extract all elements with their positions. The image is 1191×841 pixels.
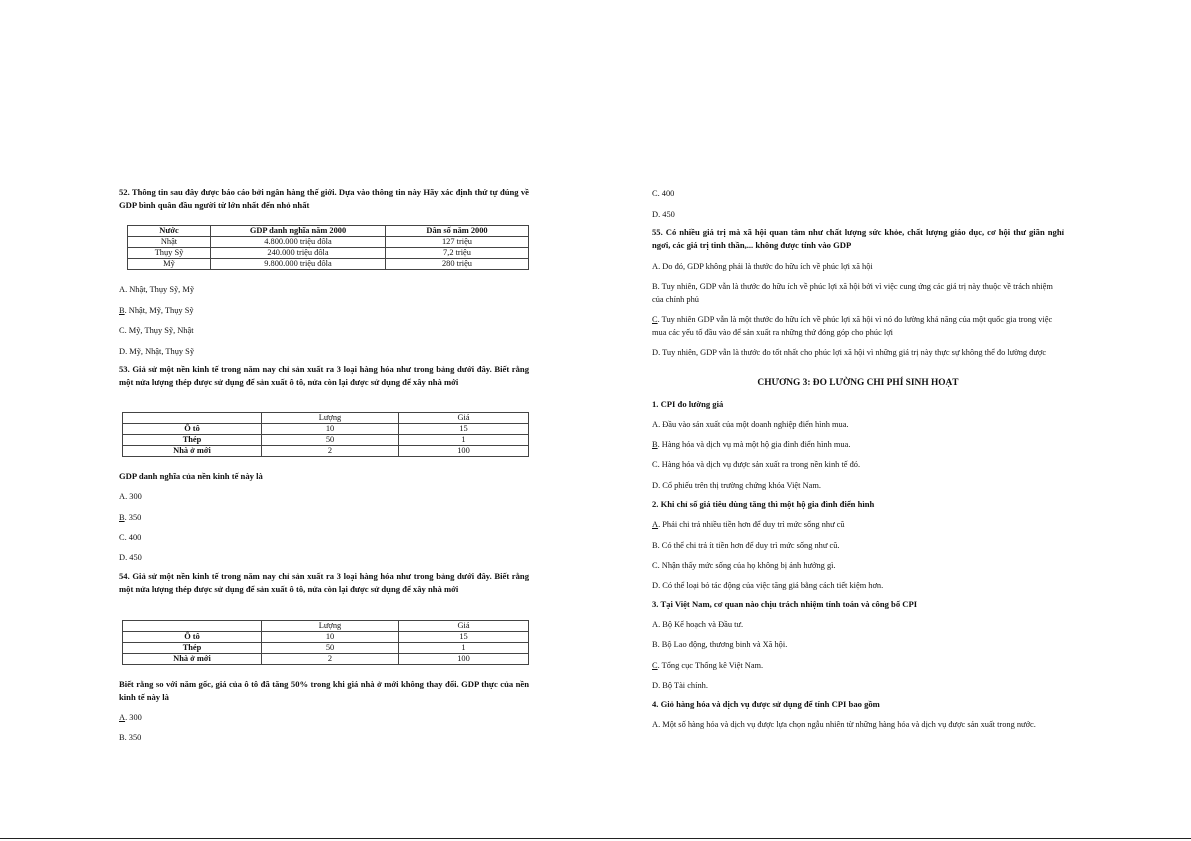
option-c2b: B. Có thể chi trả ít tiền hơn để duy trì mức sống như cũ. <box>652 541 840 550</box>
chapter-title: CHƯƠNG 3: ĐO LƯỜNG CHI PHÍ SINH HOẠT <box>757 378 959 388</box>
option-53b: B. 350 <box>119 513 142 522</box>
table-row: Ô tô 10 15 <box>123 424 529 435</box>
table-row: Mỹ 9.800.000 triệu đôla 280 triệu <box>128 259 529 270</box>
question-c1: 1. CPI đo lường giá <box>652 399 724 409</box>
table-row: Thép 50 1 <box>123 643 529 654</box>
question-54: 54. Giả sử một nền kinh tế trong năm nay chỉ sản xuất ra 3 loại hàng hóa như trong bảng dưới đây. Biết rằng một nửa lượng thép được sử dụng để sản xuất ô tô, nửa còn lại được sử dụng để xây nhà mới <box>119 571 529 594</box>
option-c1d: D. Cổ phiếu trên thị trường chứng khóa Việt Nam. <box>652 481 821 490</box>
option-53a: A. 300 <box>119 492 142 501</box>
option-54b: B. 350 <box>119 733 142 742</box>
option-c4a: A. Một số hàng hóa và dịch vụ được lựa chọn ngẫu nhiên từ những hàng hóa và dịch vụ được sản xuất trong nước. <box>652 720 1036 729</box>
table-row: Thụy Sỹ 240.000 triệu đôla 7,2 triệu <box>128 248 529 259</box>
option-54a: A. 300 <box>119 713 142 722</box>
option-c2a: A. Phải chi trả nhiều tiền hơn để duy trì mức sống như cũ <box>652 520 845 529</box>
question-53: 53. Giả sử một nền kinh tế trong năm nay chỉ sản xuất ra 3 loại hàng hóa như trong bảng dưới đây. Biết rằng một nửa lượng thép được sử dụng để sản xuất ô tô, nửa còn lại được sử dụng để xây nhà mới <box>119 364 529 387</box>
table-row: Nhà ở mới 2 100 <box>123 446 529 457</box>
option-c1c: C. Hàng hóa và dịch vụ được sản xuất ra trong nền kinh tế đó. <box>652 460 861 469</box>
option-54d: D. 450 <box>652 210 675 219</box>
question-c3: 3. Tại Việt Nam, cơ quan nào chịu trách nhiệm tính toán và công bố CPI <box>652 599 918 609</box>
option-c3c: C. Tổng cục Thống kê Việt Nam. <box>652 661 764 670</box>
option-52c: C. Mỹ, Thụy Sỹ, Nhật <box>119 326 194 335</box>
option-c1a: A. Đầu vào sản xuất của một doanh nghiệp điển hình mua. <box>652 420 849 429</box>
table-header-row: Nước GDP danh nghĩa năm 2000 Dân số năm 2000 <box>128 226 529 237</box>
question-54-subq: Biết rằng so với năm gốc, giá của ô tô đã tăng 50% trong khi giá nhà ở mới không thay đổi. GDP thực của nền kinh tế này là <box>119 679 529 702</box>
option-c3d: D. Bộ Tài chính. <box>652 681 708 690</box>
question-c2: 2. Khi chỉ số giá tiêu dùng tăng thì một hộ gia đình điển hình <box>652 499 875 509</box>
question-c4: 4. Giỏ hàng hóa và dịch vụ được sử dụng để tính CPI bao gồm <box>652 699 880 709</box>
table-header-row: Lượng Giá <box>123 413 529 424</box>
option-52d: D. Mỹ, Nhật, Thụy Sỹ <box>119 347 195 356</box>
option-c3a: A. Bộ Kế hoạch và Đầu tư. <box>652 620 744 629</box>
option-55c: C. Tuy nhiên GDP vẫn là một thước đo hữu ích về phúc lợi xã hội vì nó đo lường khả năng của một quốc gia trong việc mua các yếu tố đầu vào để sản xuất ra những thứ đóng góp cho phúc lợi <box>652 315 1053 337</box>
gdp-table <box>127 225 529 270</box>
question-55: 55. Có nhiều giá trị mà xã hội quan tâm như chất lượng sức khỏe, chất lượng giáo dục, cơ hội thư giãn nghỉ ngơi, các giá trị tinh thần,... không được tính vào GDP <box>652 227 1064 250</box>
option-52b: B. Nhật, Mỹ, Thụy Sỹ <box>119 306 194 315</box>
question-53-subq: GDP danh nghĩa của nền kinh tế này là <box>119 471 263 481</box>
page-bottom-rule <box>0 838 1191 839</box>
option-53d: D. 450 <box>119 553 142 562</box>
option-55a: A. Do đó, GDP không phải là thước đo hữu ích về phúc lợi xã hội <box>652 262 873 271</box>
goods-table-54 <box>122 620 529 665</box>
question-52: 52. Thông tin sau đây được báo cáo bởi ngân hàng thế giới. Dựa vào thông tin này Hãy xác định thứ tự đúng về GDP bình quân đầu người từ lớn nhất đến nhỏ nhất <box>119 187 529 210</box>
table-row: Ô tô 10 15 <box>123 632 529 643</box>
table-header-row: Lượng Giá <box>123 621 529 632</box>
table-row: Nhật 4.800.000 triệu đôla 127 triệu <box>128 237 529 248</box>
option-52a: A. Nhật, Thụy Sỹ, Mỹ <box>119 285 195 294</box>
option-c2d: D. Có thể loại bỏ tác động của việc tăng giá bằng cách tiết kiệm hơn. <box>652 581 884 590</box>
option-c3b: B. Bộ Lao động, thương binh và Xã hội. <box>652 640 788 649</box>
option-54c: C. 400 <box>652 189 675 198</box>
option-55b: B. Tuy nhiên, GDP vẫn là thước đo hữu ích về phúc lợi xã hội bởi vì việc cung ứng các giá trị này thuộc về trách nhiệm của chính phủ <box>652 282 1053 304</box>
option-c2c: C. Nhận thấy mức sống của họ không bị ảnh hưởng gì. <box>652 561 836 570</box>
option-53c: C. 400 <box>119 533 142 542</box>
option-c1b: B. Hàng hóa và dịch vụ mà một hộ gia đình điển hình mua. <box>652 440 851 449</box>
option-55d: D. Tuy nhiên, GDP vẫn là thước đo tốt nhất cho phúc lợi xã hội vì những giá trị này thực sự không thể đo lường được <box>652 348 1047 357</box>
table-row: Thép 50 1 <box>123 435 529 446</box>
goods-table-53 <box>122 412 529 457</box>
table-row: Nhà ở mới 2 100 <box>123 654 529 665</box>
